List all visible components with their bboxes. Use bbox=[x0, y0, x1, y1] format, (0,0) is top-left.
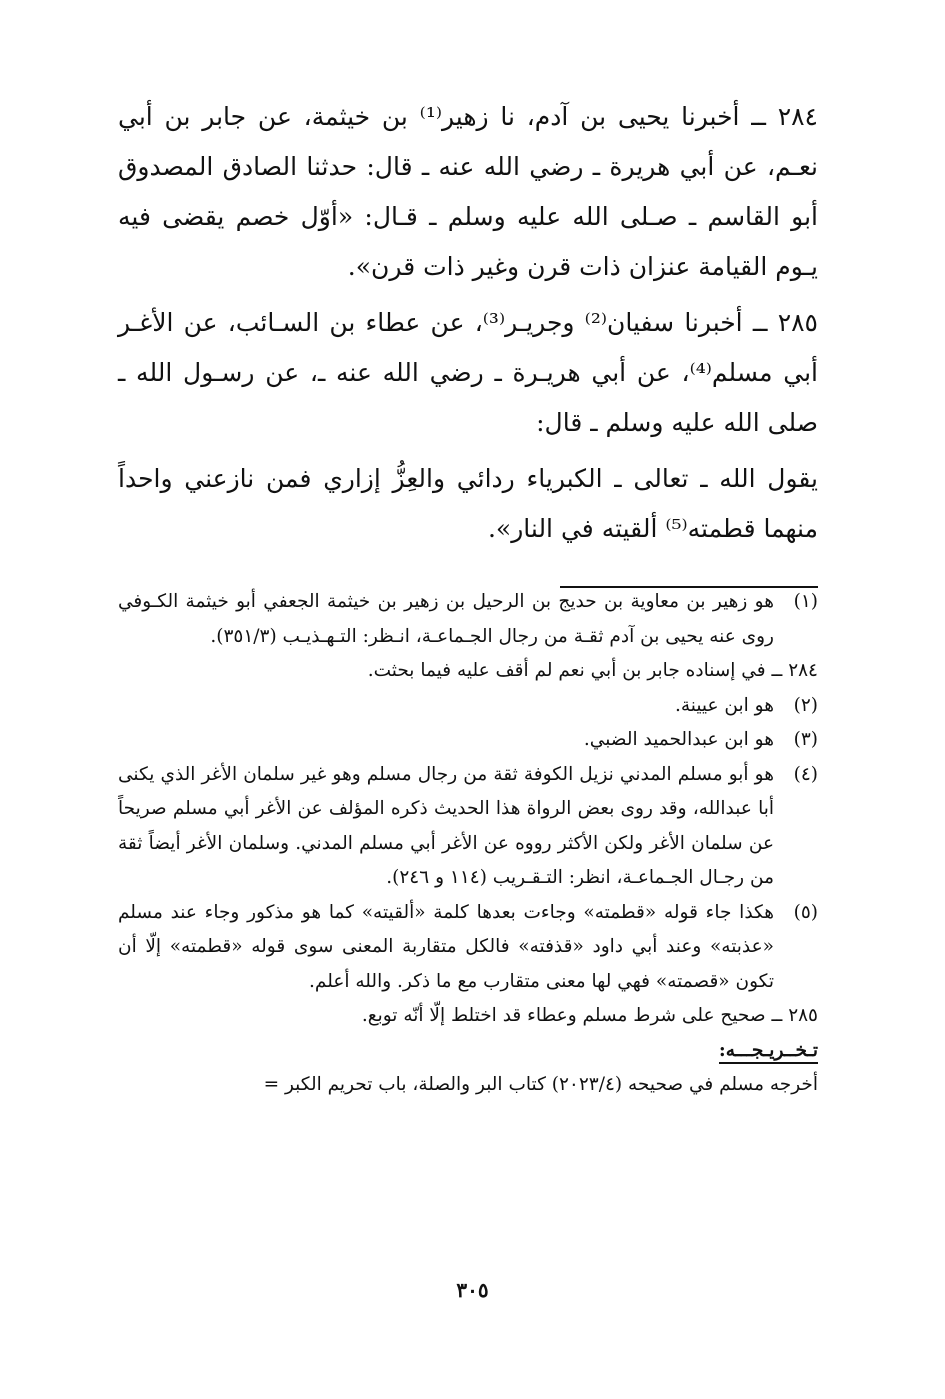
footnote-text: هو أبو مسلم المدني نزيل الكوفة ثقة من رجال مسلم وهو غير سلمان الأغر الذي يكنى أبا عبدالله، وقد روى بعض الرواة هذا الحديث ذكره المؤلف عن الأغر أبي مسلم صريحاً عن سلمان الأغر ولكن الأكثر رووه عن الأغر أبي مسلم المدني. وسلمان الأغر أيضاً ثقة من رجـال الجـماعـة، انظر: التـقـريب (١١٤ و ٢٤٦). bbox=[118, 763, 774, 888]
footnote-number: (٢) bbox=[793, 694, 818, 716]
page-number: ٣٠٥ bbox=[456, 1278, 489, 1302]
footnote-1 bbox=[118, 585, 818, 654]
footnote-number: (٣) bbox=[793, 729, 818, 750]
footnote-number: (١) bbox=[793, 591, 818, 612]
footnote-2 bbox=[118, 689, 818, 724]
takhrij-heading-text: تـخــريـجـــه: bbox=[719, 1040, 818, 1064]
takhrij-heading bbox=[118, 1034, 818, 1069]
footnote-text: هو زهير بن معاوية بن حديج بن الرحيل بن زهير بن خيثمة الجعفي أبو خيثمة الكـوفي روى عنه يحيى بن آدم ثقـة من رجال الجـماعـة، انـظر: التـهـذيـب (٣٥١/٣). bbox=[118, 591, 774, 647]
hadith-285-intro: ٢٨٥ ــ أخبرنا سفيان⁽²⁾ وجريـر⁽³⁾، عن عطاء بن السـائب، عن الأغـر أبي مسلم⁽⁴⁾، عن أبي هريـرة ـ رضي الله عنه ـ، عن رسـول الله ـ صلى الله عليه وسلم ـ قال: bbox=[118, 308, 819, 437]
footnote-text: هكذا جاء قوله «قطمته» وجاءت بعدها كلمة «ألقيته» كما هو مذكور وجاء عند مسلم «عذبته» وعند أبي داود «قذفته» فالكل متقاربة المعنى سوى قوله «قطمته» إلّا أن تكون «قصمته» فهي لها معنى متقارب مع ما ذكر. والله أعلم. bbox=[118, 901, 774, 992]
footnote-text: هو ابن عبدالحميد الضبي. bbox=[583, 729, 774, 750]
footnote-number: (٤) bbox=[793, 763, 818, 785]
footnote-text: هو ابن عيينة. bbox=[674, 694, 774, 716]
takhrij-text: أخرجه مسلم في صحيحه (٢٠٢٣/٤) كتاب البر والصلة، باب تحريم الكبر = bbox=[263, 1074, 818, 1095]
comment-284: ٢٨٤ ــ في إسناده جابر بن أبي نعم لم أقف عليه فيما بحثت. bbox=[367, 660, 818, 681]
footnote-4 bbox=[118, 758, 818, 896]
footnote-3 bbox=[118, 723, 818, 758]
footnote-number: (٥) bbox=[793, 901, 818, 923]
hadith-284: ٢٨٤ ــ أخبرنا يحيى بن آدم، نا زهير⁽¹⁾ بن خيثمة، عن جابر بن أبي نعـم، عن أبي هريرة ـ رضي الله عنه ـ قال: حدثنا الصادق المصدوق أبو القاسم ـ صـلى الله عليه وسلم ـ قـال: «أوّل خصم يقضى فيه يـوم القيامة عنزان ذات قرن وغير ذات قرن». bbox=[118, 102, 818, 281]
hadith-285-quote: يقول الله ـ تعالى ـ الكبرياء ردائي والعِزُّ إزاري فمن نازعني واحداً منهما قطمته⁽⁵⁾ ألقيته في النار». bbox=[118, 464, 818, 543]
main-text bbox=[118, 92, 818, 560]
footnotes bbox=[118, 585, 818, 1103]
comment-285: ٢٨٥ ــ صحيح على شرط مسلم وعطاء قد اختلط إلّا أنّه توبع. bbox=[361, 1005, 818, 1026]
footnote-5 bbox=[118, 896, 818, 1000]
